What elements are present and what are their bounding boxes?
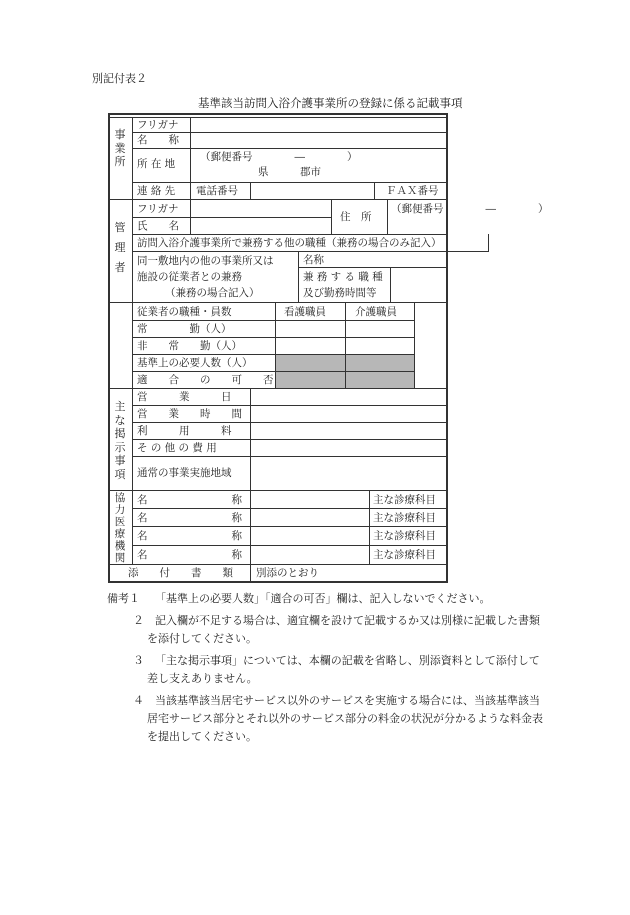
annex-label: 別記付表２ bbox=[92, 72, 147, 85]
table-border-right bbox=[446, 113, 448, 583]
staff-header: 従業者の職種・員数 bbox=[137, 306, 232, 318]
office-furigana-label: フリガナ bbox=[137, 119, 179, 131]
notice-business-days: 営 業 日 bbox=[137, 391, 232, 403]
concurrent-label-line2: 施設の従業者との兼務 bbox=[137, 271, 242, 283]
manager-postal-code: （郵便番号 ― ） bbox=[391, 203, 549, 215]
remark-3-text-line2: 差し支えありません。 bbox=[147, 672, 258, 685]
remark-2-text-line1: 記入欄が不足する場合は、適宜欄を設けて記載するか又は別様に記載した書類 bbox=[155, 614, 540, 627]
office-phone-label: 電話番号 bbox=[196, 185, 238, 197]
office-group-label: 事業所 bbox=[114, 128, 126, 168]
remark-1-number: 備考１ bbox=[107, 592, 140, 605]
remark-4-text-line1: 当該基準該当居宅サービス以外のサービスを実施する場合には、当該基準該当 bbox=[155, 694, 540, 707]
page-title: 基準該当訪問入浴介護事業所の登録に係る記載事項 bbox=[198, 96, 463, 110]
attachment-value: 別添のとおり bbox=[256, 567, 319, 579]
notice-service-area: 通常の事業実施地域 bbox=[137, 467, 232, 479]
hospital-4-dept-label: 主な診療科目 bbox=[373, 549, 436, 561]
table-border-left bbox=[108, 113, 110, 583]
office-fax-label: ＦＡＸ番号 bbox=[386, 185, 439, 197]
staff-row-parttime: 非 常 勤（人） bbox=[137, 340, 242, 352]
hospital-1-name-label: 名 称 bbox=[137, 494, 242, 506]
concurrent-job-label-line1: 兼 務 す る 職 種 bbox=[303, 271, 383, 283]
hospital-3-name-label: 名 称 bbox=[137, 530, 242, 542]
remark-3-text-line1: 「主な掲示事項」については、本欄の記載を省略し、別添資料として添付して bbox=[155, 654, 540, 667]
remark-2-text-line2: を添付してください。 bbox=[147, 632, 257, 645]
office-pref-city: 県 郡市 bbox=[258, 166, 321, 178]
concurrent-job-label-line2: 及び勤務時間等 bbox=[303, 287, 377, 299]
hospital-2-name-label: 名 称 bbox=[137, 512, 242, 524]
table-border-bottom bbox=[108, 581, 448, 583]
hospitals-group-label: 協力医療機関 bbox=[114, 492, 126, 564]
notices-group-label: 主な掲示事項 bbox=[114, 400, 126, 481]
staff-col-care: 介護職員 bbox=[355, 306, 397, 318]
office-name-label: 名 称 bbox=[137, 134, 179, 146]
manager-group-label: 管理者 bbox=[114, 221, 126, 274]
hospital-2-dept-label: 主な診療科目 bbox=[373, 512, 436, 524]
hospital-3-dept-label: 主な診療科目 bbox=[373, 530, 436, 542]
attachment-label: 添 付 書 類 bbox=[128, 567, 233, 579]
concurrent-name-label: 名称 bbox=[303, 254, 324, 266]
remark-1-text: 「基準上の必要人数」「適合の可否」欄は、記入しないでください。 bbox=[155, 592, 491, 605]
remark-3-number: ３ bbox=[133, 654, 144, 667]
office-postal-code: （郵便番号 ― ） bbox=[200, 151, 358, 163]
notice-business-hours: 営 業 時 間 bbox=[137, 408, 242, 420]
concurrent-label-line1: 同一敷地内の他の事業所又は bbox=[137, 255, 274, 267]
remark-4-text-line3: を提出してください。 bbox=[147, 730, 257, 743]
office-address-label: 所 在 地 bbox=[137, 158, 176, 170]
hospital-4-name-label: 名 称 bbox=[137, 549, 242, 561]
manager-other-job-label: 訪問入浴介護事業所で兼務する他の職種（兼務の場合のみ記入） bbox=[137, 237, 442, 249]
remark-2-number: ２ bbox=[133, 614, 144, 627]
office-contact-label: 連 絡 先 bbox=[137, 185, 176, 197]
staff-col-nurse: 看護職員 bbox=[284, 306, 326, 318]
table-border-top bbox=[108, 113, 448, 115]
manager-furigana-label: フリガナ bbox=[137, 203, 179, 215]
staff-row-conformity: 適 合 の 可 否 bbox=[137, 374, 274, 386]
staff-row-fulltime: 常 勤（人） bbox=[137, 323, 232, 335]
remark-4-number: ４ bbox=[133, 694, 144, 707]
manager-name-label: 氏 名 bbox=[137, 220, 179, 232]
concurrent-label-line3: （兼務の場合記入） bbox=[165, 287, 260, 299]
manager-address-label: 住 所 bbox=[340, 211, 372, 223]
hospital-1-dept-label: 主な診療科目 bbox=[373, 494, 436, 506]
staff-row-required: 基準上の必要人数（人） bbox=[137, 357, 253, 369]
notice-fee: 利 用 料 bbox=[137, 425, 232, 437]
remark-4-text-line2: 居宅サービス部分とそれ以外のサービス部分の料金の状況が分かるような料金表 bbox=[147, 712, 543, 725]
notice-other-costs: そ の 他 の 費 用 bbox=[137, 442, 217, 454]
